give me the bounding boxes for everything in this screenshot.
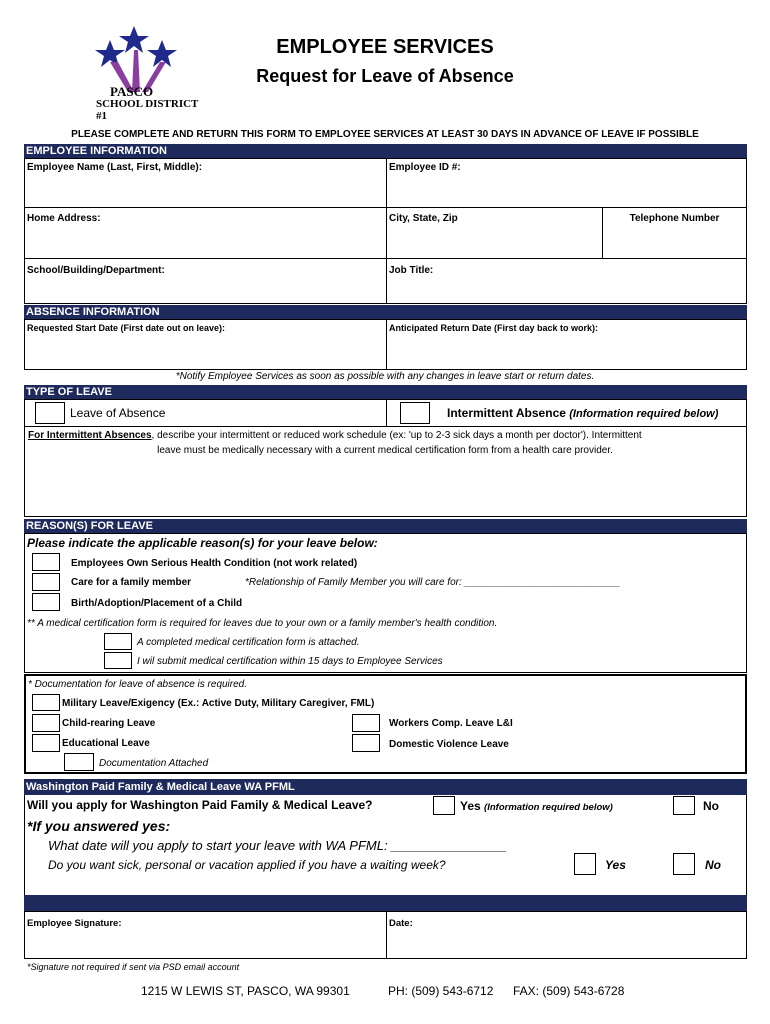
educational-label: Educational Leave — [62, 738, 150, 749]
childrearing-checkbox[interactable] — [32, 714, 60, 732]
cert-submit-label: I wil submit medical certification within 15 days to Employee Services — [137, 656, 443, 667]
family-member-label: Care for a family member — [71, 577, 192, 588]
city-state-zip-field[interactable] — [386, 207, 603, 259]
page-subtitle: Request for Leave of Absence — [256, 66, 514, 86]
return-date-label: Anticipated Return Date (First day back to work): — [389, 323, 599, 333]
footer-phone: PH: (509) 543-6712 — [388, 984, 494, 998]
intermittent-desc-line2: leave must be medically necessary with a current medical certification form from a health care provider. — [157, 445, 613, 456]
signature-bar — [24, 895, 747, 911]
telephone-field[interactable] — [602, 207, 747, 259]
telephone-label: Telephone Number — [629, 213, 720, 224]
instruction-text: PLEASE COMPLETE AND RETURN THIS FORM TO EMPLOYEE SERVICES AT LEAST 30 DAYS IN ADVANCE OF LEAVE IF POSSIBLE — [71, 129, 699, 140]
section-reasons: REASON(S) FOR LEAVE — [24, 519, 747, 533]
pfml-sick-question: Do you want sick, personal or vacation applied if you have a waiting week? — [48, 858, 446, 872]
reasons-prompt: Please indicate the applicable reason(s) for your leave below: — [27, 536, 378, 550]
family-member-checkbox[interactable] — [32, 573, 60, 591]
school-label: School/Building/Department: — [27, 265, 165, 276]
sick-no-label: No — [705, 858, 721, 872]
employee-name-label: Employee Name (Last, First, Middle): — [27, 162, 203, 173]
intermittent-label — [447, 406, 718, 420]
pfml-yes-text: Yes — [460, 799, 481, 813]
notify-note: *Notify Employee Services as soon as possible with any changes in leave start or return dates. — [175, 371, 595, 382]
intermittent-description — [28, 430, 744, 441]
signature-date-label: Date: — [389, 918, 413, 929]
sick-yes-checkbox[interactable] — [574, 853, 596, 875]
birth-adoption-label: Birth/Adoption/Placement of a Child — [71, 598, 243, 609]
signature-label: Employee Signature: — [27, 918, 122, 929]
sick-yes-label: Yes — [605, 858, 626, 872]
documentation-attached-label: Documentation Attached — [99, 758, 209, 769]
section-employee-info: EMPLOYEE INFORMATION — [24, 144, 747, 158]
signature-note: *Signature not required if sent via PSD email account — [27, 962, 240, 972]
pfml-yes-label — [460, 799, 613, 813]
intermittent-desc-line1: , describe your intermittent or reduced work schedule (ex: 'up to 2-3 sick days a month per doctor'). Intermittent — [151, 430, 642, 441]
signature-date-field[interactable] — [386, 911, 747, 959]
relationship-field[interactable]: *Relationship of Family Member you will care for: ____________________________ — [245, 577, 621, 588]
pfml-no-checkbox[interactable] — [673, 796, 695, 815]
section-type-of-leave: TYPE OF LEAVE — [24, 385, 747, 399]
job-title-label: Job Title: — [389, 265, 434, 276]
employee-id-label: Employee ID #: — [389, 162, 461, 173]
cert-submit-checkbox[interactable] — [104, 652, 132, 669]
school-field[interactable] — [24, 258, 387, 304]
birth-adoption-checkbox[interactable] — [32, 593, 60, 611]
logo-line2: SCHOOL DISTRICT #1 — [96, 98, 199, 122]
documentation-attached-checkbox[interactable] — [64, 753, 94, 771]
start-date-field[interactable] — [24, 319, 387, 370]
city-label: City, State, Zip — [389, 213, 458, 224]
own-health-checkbox[interactable] — [32, 553, 60, 571]
domestic-violence-checkbox[interactable] — [352, 734, 380, 752]
military-label: Military Leave/Exigency (Ex.: Active Duty, Military Caregiver, FML) — [62, 698, 375, 709]
page-title: EMPLOYEE SERVICES — [276, 36, 494, 58]
workers-comp-label: Workers Comp. Leave L&I — [389, 718, 513, 729]
military-checkbox[interactable] — [32, 694, 60, 711]
start-date-label: Requested Start Date (First date out on leave): — [27, 323, 226, 333]
pfml-question: Will you apply for Washington Paid Family & Medical Leave? — [27, 798, 373, 812]
home-address-field[interactable] — [24, 207, 387, 259]
employee-id-field[interactable] — [386, 158, 747, 208]
domestic-violence-label: Domestic Violence Leave — [389, 739, 509, 750]
home-address-label: Home Address: — [27, 213, 101, 224]
pfml-date-question[interactable]: What date will you apply to start your leave with WA PFML: ________________ — [48, 838, 507, 853]
section-absence-info: ABSENCE INFORMATION — [24, 305, 747, 319]
cert-attached-label: A completed medical certification form is attached. — [137, 637, 360, 648]
educational-checkbox[interactable] — [32, 734, 60, 752]
employee-name-field[interactable] — [24, 158, 387, 208]
intermittent-note: (Information required below) — [569, 408, 719, 420]
signature-field[interactable] — [24, 911, 387, 959]
logo-line1: PASCO — [110, 84, 154, 99]
pfml-if-yes: *If you answered yes: — [27, 818, 171, 834]
intermittent-for-label: For Intermittent Absences — [28, 430, 152, 441]
footer-fax: FAX: (509) 543-6728 — [513, 984, 625, 998]
job-title-field[interactable] — [386, 258, 747, 304]
return-date-field[interactable] — [386, 319, 747, 370]
type-col-divider — [386, 399, 387, 427]
intermittent-checkbox[interactable] — [400, 402, 430, 424]
documentation-note: * Documentation for leave of absence is required. — [28, 679, 248, 690]
cert-attached-checkbox[interactable] — [104, 633, 132, 650]
medical-cert-note: ** A medical certification form is required for leaves due to your own or a family member's health condition. — [27, 618, 498, 629]
own-health-label: Employees Own Serious Health Condition (not work related) — [71, 558, 358, 569]
sick-no-checkbox[interactable] — [673, 853, 695, 875]
pfml-yes-checkbox[interactable] — [433, 796, 455, 815]
intermittent-text: Intermittent Absence — [447, 406, 566, 420]
pfml-yes-note: (Information required below) — [484, 802, 613, 813]
leave-of-absence-label: Leave of Absence — [70, 406, 166, 420]
pfml-no-label: No — [703, 799, 719, 813]
leave-of-absence-checkbox[interactable] — [35, 402, 65, 424]
childrearing-label: Child-rearing Leave — [62, 718, 156, 729]
footer-address: 1215 W LEWIS ST, PASCO, WA 99301 — [141, 984, 350, 998]
section-pfml: Washington Paid Family & Medical Leave WA PFML — [24, 779, 747, 795]
workers-comp-checkbox[interactable] — [352, 714, 380, 732]
